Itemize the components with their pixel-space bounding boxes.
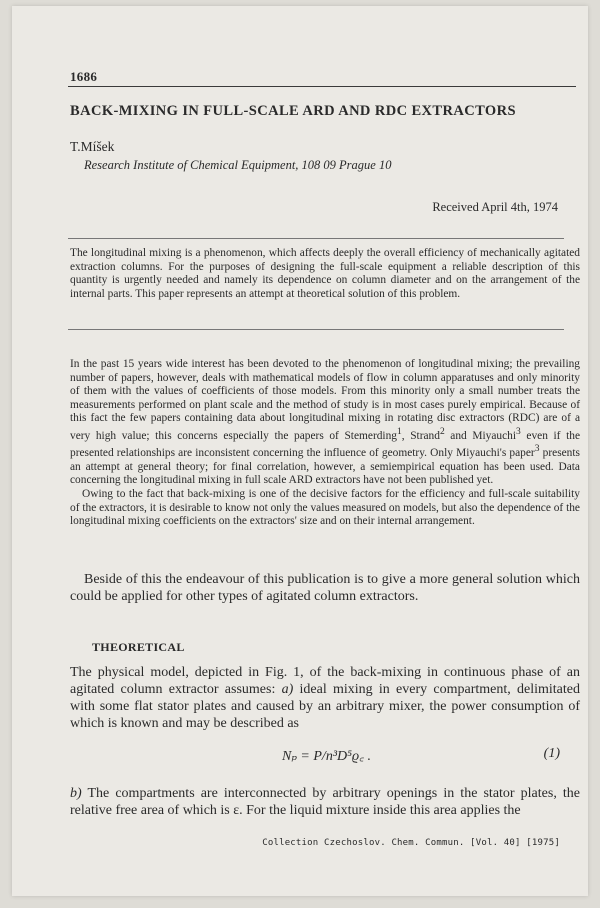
ref-1: 1 (396, 426, 402, 437)
author-affiliation: Research Institute of Chemical Equipment, 108 09 Prague 10 (84, 158, 392, 172)
ref-3b: 3 (534, 444, 540, 455)
abstract-text: The longitudinal mixing is a phenomenon, which affects deeply the overall efficiency of mechanically agitated extraction columns. For the purposes of designing the full-scale equipment a reliable description of this quantity is urgently needed and namely its dependence on column diameter and on the arrangement of the internal parts. This paper represents an attempt at theoretical solution of this problem. (70, 247, 580, 300)
intro-paragraph-1: In the past 15 years wide interest has been devoted to the phenomenon of longitudinal mixing; the prevailing number of papers, however, deals with mathematical models of flow in column apparatuses and only minority of them with the values of coefficients of those models. From this minority only a small number treats the measurements performed on plant scale and the method of study is in most cases purely empirical. Because of this fact the few papers containing data about longitudinal mixing in rotating disc extractors (RDC) are of a very high value; this concerns especially the papers of Stemerding$^1$, Strand$^2$ and Miyauchi$^3$ even if the presented relationships are inconsistent concerning the influence of geometry. Only Miyauchi's paper$^3$ presents an attempt at general theory; for final correlation, however, a semiempirical equation has been used. Data concerning the longitudinal mixing in full scale ARD extractors have not been published yet. (70, 358, 581, 487)
ref-2: 2 (439, 426, 445, 437)
intro-paragraph-2: Owing to the fact that back-mixing is one of the decisive factors for the efficiency and full-scale suitability of the extractors, it is desirable to know not only the values measured on models, but also the dependence of the longitudinal mixing coefficients on the extractors' size and on their internal arrangement. (70, 487, 580, 528)
header-rule (68, 86, 576, 87)
item-a-label: a) (281, 682, 294, 697)
item-b-label: b) (70, 786, 82, 801)
abstract-bottom-rule (68, 329, 564, 330)
journal-page (12, 6, 588, 896)
page-number: 1686 (70, 69, 98, 84)
ref-3: 3 (516, 426, 521, 437)
abstract-top-rule (68, 238, 564, 239)
intro-paragraph-3: Beside of this the endeavour of this publication is to give a more general solution which could be applied for other types of agitated column extractors. (70, 572, 580, 604)
journal-citation: Collection Czechoslov. Chem. Commun. [Vol. 40] [1975] (262, 838, 560, 848)
received-date: Received April 4th, 1974 (432, 200, 558, 214)
article-title: BACK-MIXING IN FULL-SCALE ARD AND RDC EXTRACTORS (70, 103, 516, 119)
article-author: T.Míšek (70, 139, 115, 154)
theory-paragraph: The physical model, depicted in Fig. 1, of the back-mixing in continuous phase of an agitated column extractor assumes: a) ideal mixing in every compartment, delimitated with some flat stator plates and caused by an arbitrary mixer, the power consumption of which is known and may be described as (70, 665, 580, 731)
section-heading: THEORETICAL (92, 640, 185, 654)
equation-number: (1) (543, 746, 560, 761)
introduction (70, 358, 580, 529)
theory-paragraph-b: b) The compartments are interconnected by arbitrary openings in the stator plates, the relative free area of which is ε. For the liquid mixture inside this area applies the (70, 786, 580, 818)
equation-1: Nₚ = P/n³D⁵ϱ꜀ . (282, 749, 371, 764)
